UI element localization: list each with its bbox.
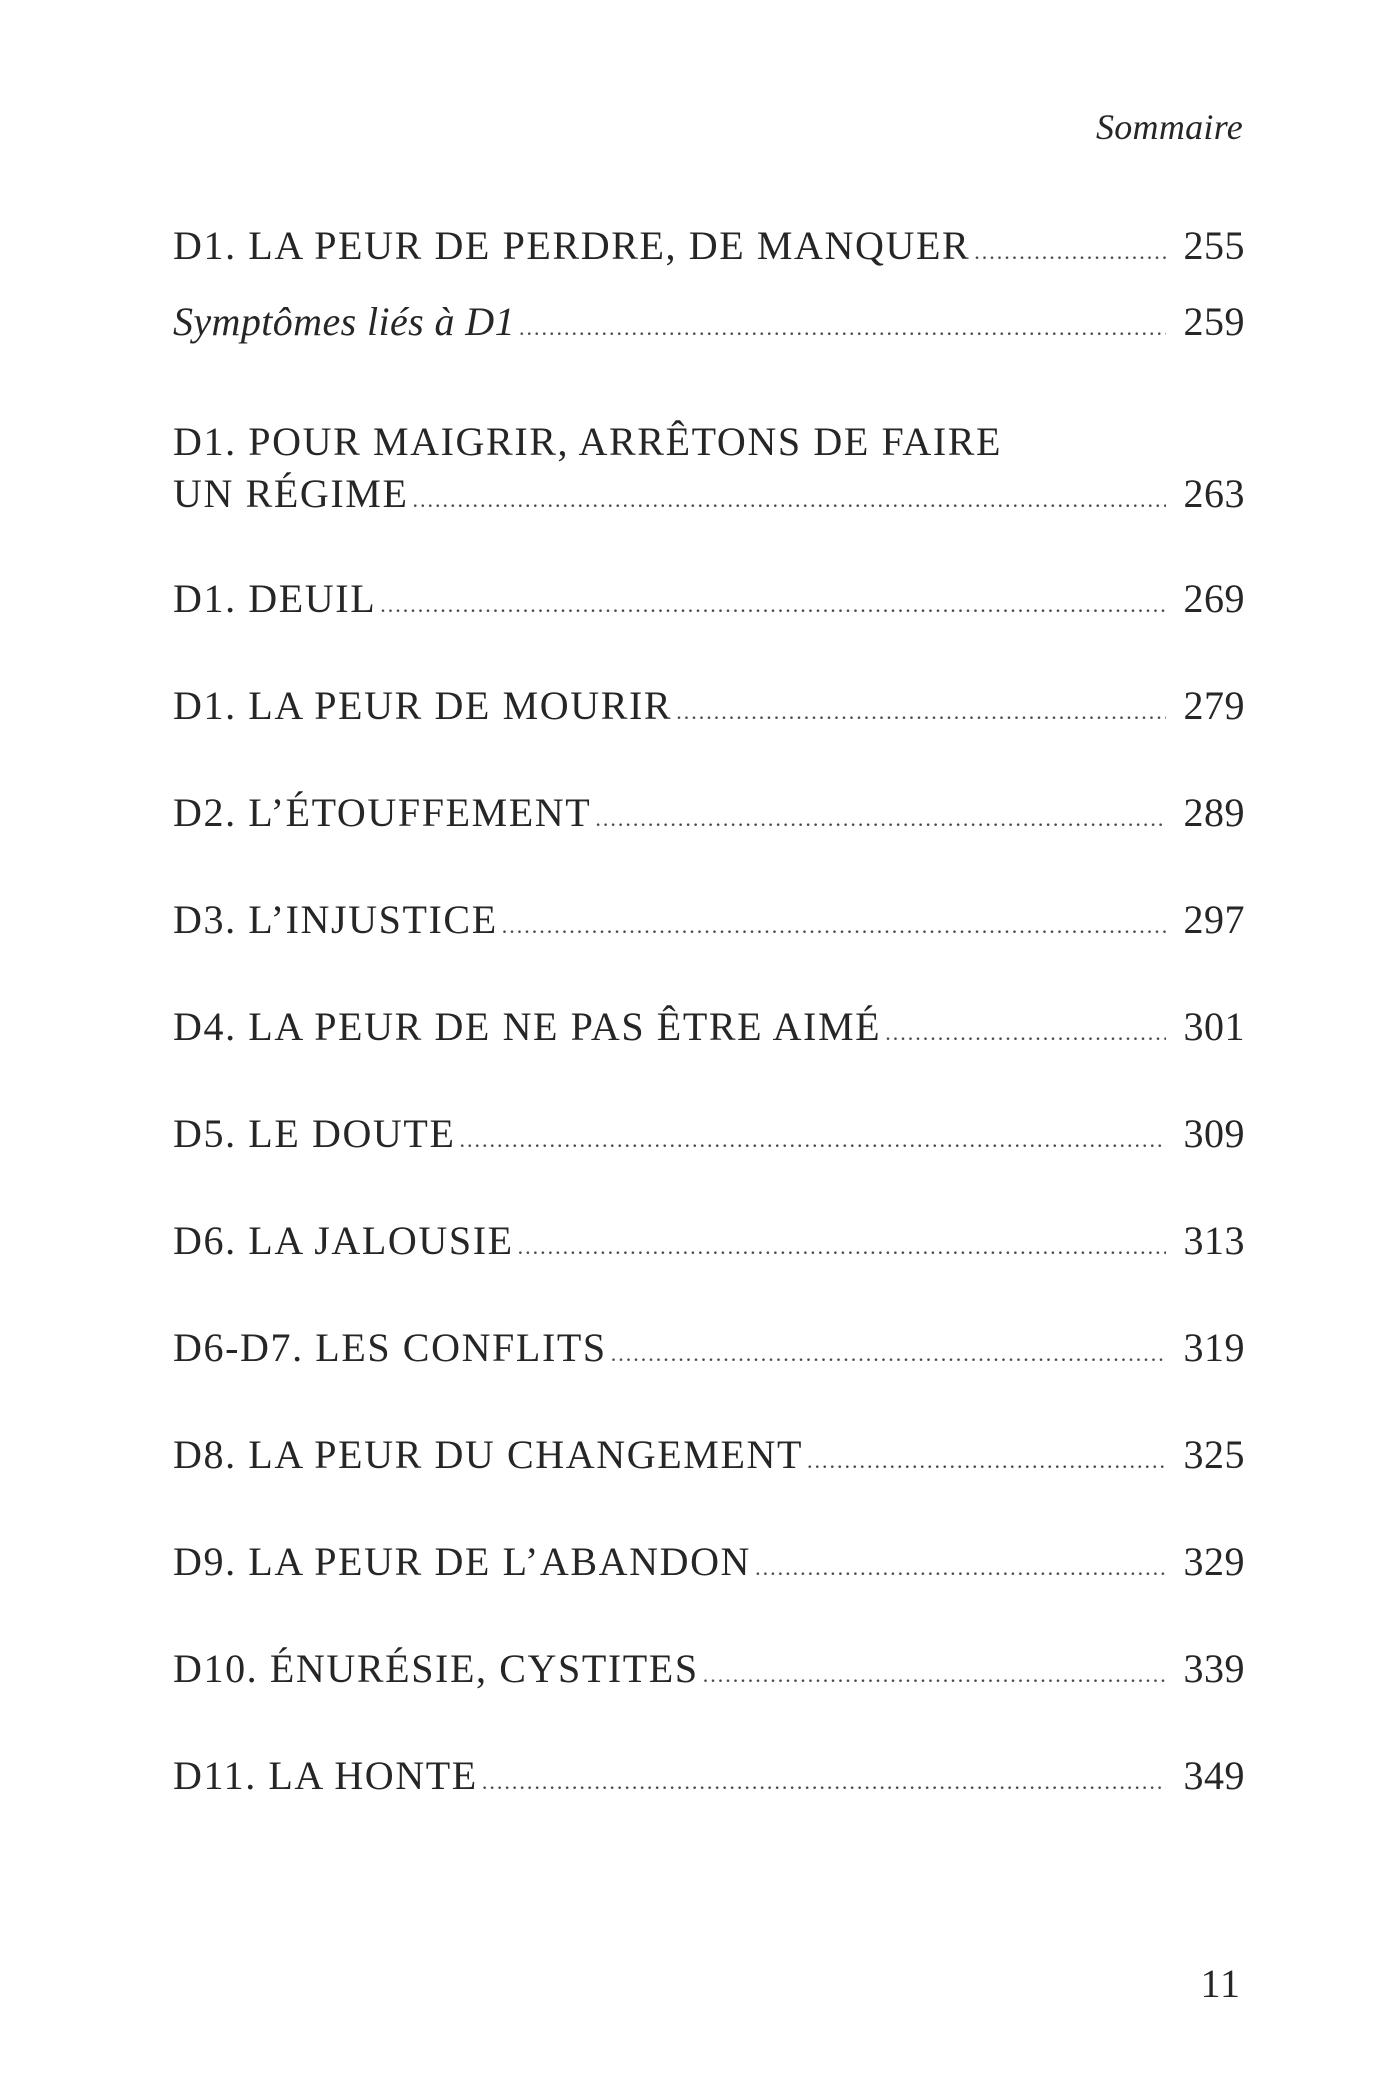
toc-entry-page: 255 <box>1183 223 1245 268</box>
toc-entry[interactable] <box>173 1750 1245 1802</box>
dot-leader <box>413 489 1166 511</box>
toc-entry-title: D2. L’ÉTOUFFEMENT <box>173 790 592 835</box>
toc-entry-title: D1. LA PEUR DE MOURIR <box>173 683 673 728</box>
toc-entry-page: 309 <box>1183 1111 1245 1156</box>
toc-entry[interactable] <box>173 1001 1245 1053</box>
dot-leader <box>703 1664 1166 1686</box>
toc-entry-title: D10. ÉNURÉSIE, CYSTITES <box>173 1646 699 1691</box>
dot-leader <box>459 1129 1165 1151</box>
toc-entry-page: 325 <box>1183 1432 1245 1477</box>
toc-entry[interactable] <box>173 416 1245 520</box>
toc-entry-page: 289 <box>1183 790 1245 835</box>
toc-entry-title: D9. LA PEUR DE L’ABANDON <box>173 1539 752 1584</box>
toc-entry[interactable] <box>173 1108 1245 1160</box>
toc-entry-title-line1: D1. POUR MAIGRIR, ARRÊTONS DE FAIRE <box>173 419 1003 464</box>
toc-entry[interactable] <box>173 1536 1245 1588</box>
toc-entry[interactable] <box>173 1643 1245 1695</box>
dot-leader <box>755 1557 1165 1579</box>
toc-entry[interactable] <box>173 787 1245 839</box>
toc-entry-page: 319 <box>1183 1325 1245 1370</box>
toc-entry-title: D1. LA PEUR DE PERDRE, DE MANQUER <box>173 223 971 268</box>
toc-entry-title: D1. DEUIL <box>173 576 377 621</box>
dot-leader <box>502 915 1166 937</box>
toc-entry-page: 279 <box>1183 683 1245 728</box>
toc-entry[interactable] <box>173 1429 1245 1481</box>
toc-entry-title: D6-D7. LES CONFLITS <box>173 1325 607 1370</box>
toc-entry[interactable] <box>173 1215 1245 1267</box>
toc-entry-page: 313 <box>1183 1218 1245 1263</box>
toc-entry-title: D6. LA JALOUSIE <box>173 1218 514 1263</box>
page-number: 11 <box>1200 1961 1241 2006</box>
toc-entry[interactable] <box>173 1322 1245 1374</box>
dot-leader <box>519 317 1166 339</box>
dot-leader <box>380 594 1165 616</box>
dot-leader <box>518 1236 1166 1258</box>
toc-entry-page: 297 <box>1183 897 1245 942</box>
toc-entry-title: Symptômes liés à D1 <box>173 299 515 344</box>
toc-entry[interactable] <box>173 680 1245 732</box>
toc-entry-title: D4. LA PEUR DE NE PAS ÊTRE AIMÉ <box>173 1004 882 1049</box>
toc-entry-page: 259 <box>1183 299 1245 344</box>
toc-entry-title: D11. LA HONTE <box>173 1753 478 1798</box>
toc-entry-title: D8. LA PEUR DU CHANGEMENT <box>173 1432 803 1477</box>
dot-leader <box>482 1771 1166 1793</box>
dot-leader <box>885 1022 1165 1044</box>
toc-entry[interactable] <box>173 894 1245 946</box>
toc-entry-title: D3. L’INJUSTICE <box>173 897 498 942</box>
toc-entry[interactable] <box>173 220 1245 272</box>
toc-entry-title: D5. LE DOUTE <box>173 1111 456 1156</box>
toc-entry[interactable] <box>173 296 1245 348</box>
dot-leader <box>807 1450 1166 1472</box>
running-header: Sommaire <box>1095 107 1243 147</box>
dot-leader <box>676 701 1165 723</box>
toc-entry-page: 301 <box>1183 1004 1245 1049</box>
toc-entry-page: 349 <box>1183 1753 1245 1798</box>
toc-entry-title: UN RÉGIME <box>173 471 409 516</box>
toc-entry[interactable] <box>173 573 1245 625</box>
toc-entry-page: 329 <box>1183 1539 1245 1584</box>
dot-leader <box>611 1343 1166 1365</box>
toc-entry-page: 263 <box>1183 471 1245 516</box>
dot-leader <box>974 241 1165 263</box>
dot-leader <box>595 808 1165 830</box>
toc-entry-page: 339 <box>1183 1646 1245 1691</box>
toc-entry-page: 269 <box>1183 576 1245 621</box>
